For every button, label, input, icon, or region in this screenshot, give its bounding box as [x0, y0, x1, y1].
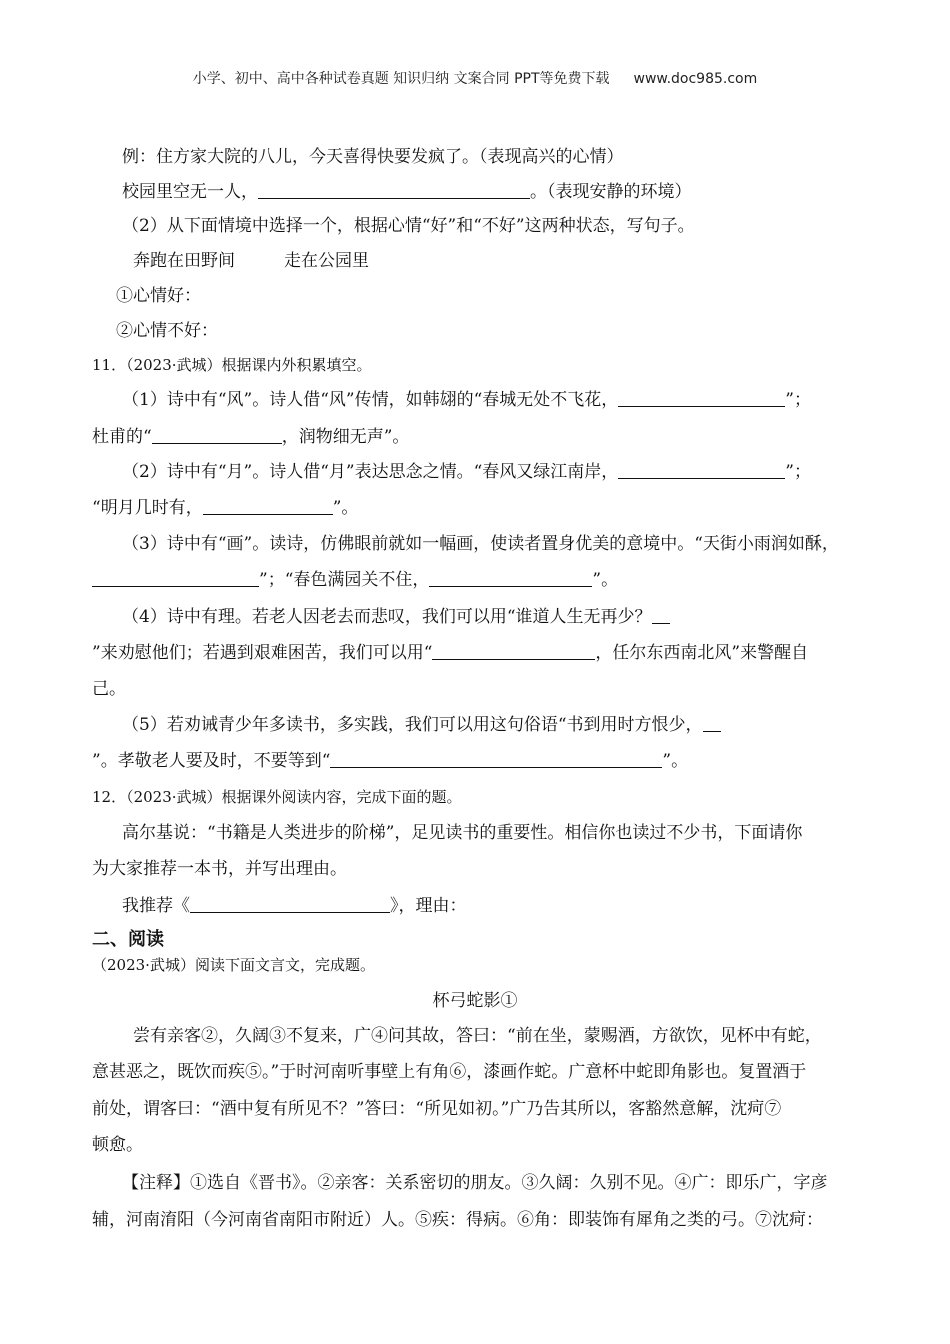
q11-p5-line1: [122, 714, 721, 736]
answer-blank[interactable]: [92, 569, 259, 587]
passage-title: 杯弓蛇影①: [432, 991, 518, 1011]
q11-p4-line2: [92, 642, 808, 664]
q11-p2b-start: “明月几时有，: [92, 498, 203, 518]
passage-line-3: 前处，谓客曰：“酒中复有所见不？”答曰：“所见如初。”广乃告其所以，客豁然意解，沈疴⑦: [92, 1099, 782, 1119]
q10-scenario-1: 奔跑在田野间: [133, 251, 235, 271]
q10-fill-line: [122, 181, 692, 203]
q11-p2-line2: [92, 497, 358, 519]
answer-blank[interactable]: [703, 714, 721, 732]
section-intro: （2023·武城）阅读下面文言文，完成题。: [92, 956, 375, 974]
q11-p4b-end: ，任尔东西南北风”来警醒自: [595, 643, 809, 663]
answer-blank[interactable]: [190, 895, 390, 913]
q11-p4-line3: 己。: [92, 679, 126, 699]
q10-fill-prefix: 校园里空无一人，: [122, 182, 258, 202]
q11-p3b-end: ”。: [592, 570, 619, 590]
q11-p2a: （2）诗中有“月”。诗人借“月”表达思念之情。“春风又绿江南岸，: [122, 462, 619, 482]
q11-p4b-start: ”来劝慰他们；若遇到艰难困苦，我们可以用“: [92, 643, 433, 663]
q12-rec-end: 》，理由：: [390, 896, 467, 916]
q12-recommend-line: [122, 895, 467, 917]
q11-p5b-start: ”。孝敬老人要及时，不要等到“: [92, 751, 331, 771]
answer-blank[interactable]: [618, 389, 785, 407]
q11-p5b-end: ”。: [662, 751, 689, 771]
passage-line-2: 意甚恶之，既饮而疾⑤。”于时河南听事壁上有角⑥，漆画作蛇。广意杯中蛇即角影也。复置酒于: [92, 1062, 807, 1082]
answer-blank[interactable]: [203, 497, 333, 515]
header-url[interactable]: www.doc985.com: [633, 71, 758, 87]
answer-blank[interactable]: [432, 642, 595, 660]
q11-p5a: （5）若劝诫青少年多读书，多实践，我们可以用这句俗语“书到用时方恨少，: [122, 715, 703, 735]
q11-p2b-end: ”。: [332, 498, 359, 518]
q11-p4a: （4）诗中有理。若老人因老去而悲叹，我们可以用“谁道人生无再少？: [122, 607, 652, 627]
q11-p1b-start: 杜甫的“: [92, 427, 152, 447]
q11-p2-line1: [122, 461, 811, 483]
answer-blank[interactable]: [258, 181, 530, 199]
q10-bad-mood: ②心情不好：: [116, 321, 218, 341]
section-heading: 二、阅读: [92, 929, 164, 950]
notes-line-2: 辅，河南淯阳（今河南省南阳市附近）人。⑤疾：得病。⑥角：即装饰有犀角之类的弓。⑦沈疴：: [92, 1210, 823, 1230]
q11-p1b-end: ，润物细无声”。: [281, 427, 410, 447]
q10-part2: （2）从下面情境中选择一个，根据心情“好”和“不好”这两种状态，写句子。: [122, 216, 695, 236]
q12-title: 12．（2023·武城）根据课外阅读内容，完成下面的题。: [92, 788, 462, 806]
q12-text-2: 为大家推荐一本书，并写出理由。: [92, 859, 347, 879]
q12-rec-start: 我推荐《: [122, 896, 190, 916]
q10-fill-suffix: 。（表现安静的环境）: [530, 182, 692, 202]
q11-p1a: （1）诗中有“风”。诗人借“风”传情，如韩翃的“春城无处不飞花，: [122, 390, 619, 410]
passage-line-1: 尝有亲客②，久阔③不复来，广④问其故，答曰：“前在坐，蒙赐酒，方欲饮，见杯中有蛇，: [133, 1026, 822, 1046]
q11-p2a-end: ”；: [785, 462, 811, 482]
notes-text-1: ①选自《晋书》。②亲客：关系密切的朋友。③久阔：久别不见。④广：即乐广，字彦: [190, 1173, 828, 1193]
answer-blank[interactable]: [429, 569, 592, 587]
page-header: [0, 68, 950, 88]
q11-p4-line1: [122, 606, 670, 628]
q11-p1-line1: [122, 389, 811, 411]
notes-line-1: [122, 1172, 828, 1194]
q11-p5-line2: [92, 750, 688, 772]
q10-scenario-2: 走在公园里: [284, 251, 369, 271]
answer-blank[interactable]: [652, 606, 670, 624]
passage-line-4: 顿愈。: [92, 1135, 143, 1155]
q11-p3b-mid: ”；“春色满园关不住，: [259, 570, 430, 590]
answer-blank[interactable]: [330, 750, 662, 768]
q11-p3-line1: （3）诗中有“画”。读诗，仿佛眼前就如一幅画，使读者置身优美的意境中。“天街小雨润如酥，: [122, 534, 839, 554]
notes-label: 【注释】: [122, 1173, 190, 1193]
header-slogan: 小学、初中、高中各种试卷真题 知识归纳 文案合同 PPT等免费下载: [192, 71, 610, 87]
q10-good-mood: ①心情好：: [116, 286, 201, 306]
q11-p3-line2: [92, 569, 618, 591]
answer-blank[interactable]: [152, 426, 282, 444]
q12-text-1: 高尔基说：“书籍是人类进步的阶梯”，足见读书的重要性。相信你也读过不少书，下面请你: [122, 823, 803, 843]
q11-title: 11．（2023·武城）根据课内外积累填空。: [92, 356, 372, 374]
answer-blank[interactable]: [618, 461, 785, 479]
q10-example: 例：住方家大院的八儿，今天喜得快要发疯了。（表现高兴的心情）: [122, 147, 624, 167]
q11-p1a-end: ”；: [785, 390, 811, 410]
q11-p1-line2: [92, 426, 409, 448]
